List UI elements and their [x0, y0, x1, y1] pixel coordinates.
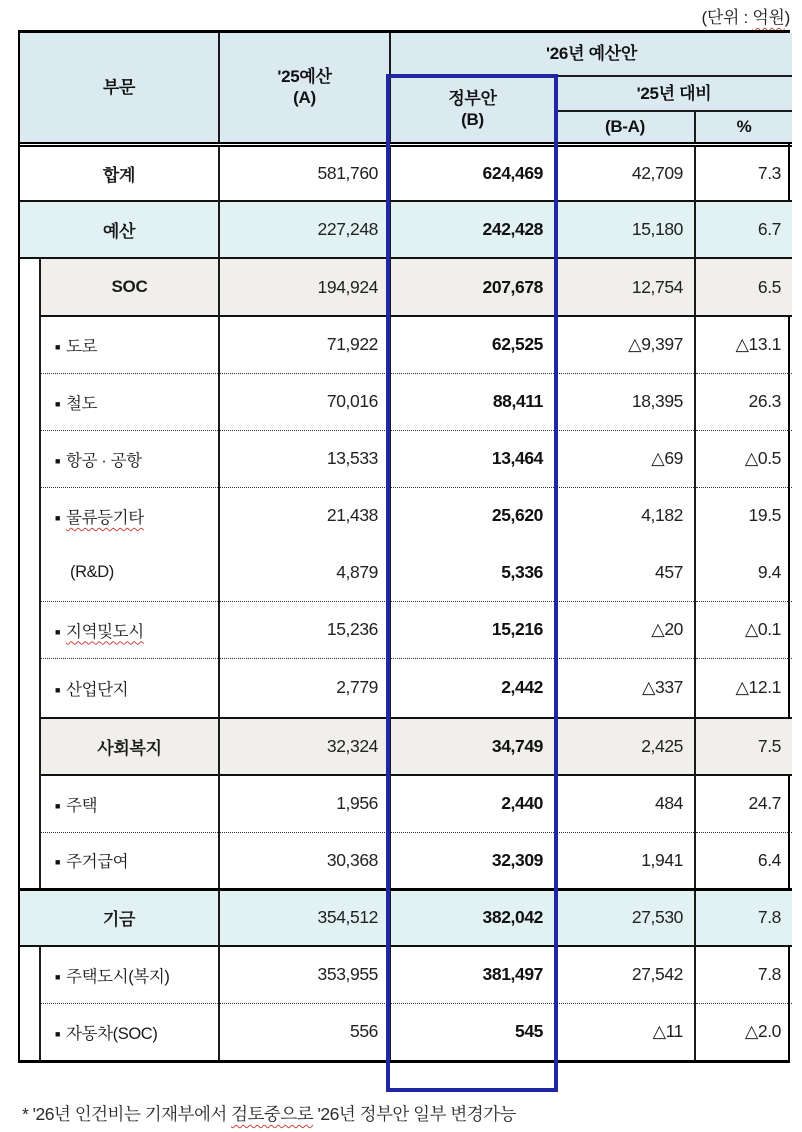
pct-cell: 6.5 — [695, 258, 792, 316]
sector-cell: 사회복지 — [40, 718, 219, 775]
diff-cell: 484 — [555, 775, 695, 832]
pct-cell: 6.4 — [695, 832, 792, 889]
table-row — [20, 544, 792, 601]
gov-plan-cell: 624,469 — [390, 144, 555, 201]
budget25-cell: 354,512 — [219, 889, 390, 946]
diff-cell: 27,530 — [555, 889, 695, 946]
diff-cell: 4,182 — [555, 487, 695, 544]
pct-cell: 7.8 — [695, 889, 792, 946]
budget25-cell: 21,438 — [219, 487, 390, 544]
table-row — [20, 1003, 792, 1060]
sector-cell: SOC — [40, 258, 219, 316]
footnote-underlined: 검토중으로 — [231, 1104, 314, 1124]
sector-label: 물류등기타 — [66, 508, 144, 527]
budget25-cell: 4,879 — [219, 544, 390, 601]
diff-cell: 27,542 — [555, 946, 695, 1003]
budget25-cell: 70,016 — [219, 373, 390, 430]
table-row — [20, 775, 792, 832]
sector-cell — [40, 316, 219, 373]
gov-plan-cell: 2,440 — [390, 775, 555, 832]
indent-cell — [20, 946, 40, 1060]
pct-cell: △13.1 — [695, 316, 792, 373]
pct-cell: 7.3 — [695, 144, 792, 201]
pct-cell: △2.0 — [695, 1003, 792, 1060]
header-gov-line1: 정부안 — [448, 89, 497, 108]
gov-plan-cell: 34,749 — [390, 718, 555, 775]
sector-label: 주택도시(복지) — [66, 967, 170, 986]
bullet-icon: ■ — [55, 455, 61, 466]
pct-cell: 24.7 — [695, 775, 792, 832]
budget25-cell: 13,533 — [219, 430, 390, 487]
budget25-cell: 71,922 — [219, 316, 390, 373]
gov-plan-cell: 32,309 — [390, 832, 555, 889]
diff-cell: 42,709 — [555, 144, 695, 201]
gov-plan-cell: 15,216 — [390, 601, 555, 658]
sector-label: 지역및도시 — [66, 622, 144, 641]
bullet-icon: ■ — [55, 800, 61, 811]
pct-cell: △0.5 — [695, 430, 792, 487]
gov-plan-cell: 13,464 — [390, 430, 555, 487]
table-row — [20, 718, 792, 775]
gov-plan-cell: 381,497 — [390, 946, 555, 1003]
diff-cell: △20 — [555, 601, 695, 658]
footnote — [22, 1101, 516, 1126]
header-pct: % — [695, 111, 792, 144]
footnote-prefix: * '26년 인건비는 기재부에서 — [22, 1104, 232, 1124]
sector-cell — [40, 430, 219, 487]
budget25-cell: 15,236 — [219, 601, 390, 658]
budget25-cell: 32,324 — [219, 718, 390, 775]
sector-cell — [40, 373, 219, 430]
pct-cell: △12.1 — [695, 658, 792, 718]
table-header — [20, 33, 792, 144]
sector-label: 주거급여 — [66, 853, 129, 871]
header-sector: 부문 — [20, 33, 219, 144]
table-row — [20, 201, 792, 258]
budget25-cell: 581,760 — [219, 144, 390, 201]
sector-cell — [40, 832, 219, 889]
sector-cell — [40, 658, 219, 718]
header-diff: (B-A) — [555, 111, 695, 144]
diff-cell: 18,395 — [555, 373, 695, 430]
sector-cell: 기금 — [20, 889, 219, 946]
sector-cell: (R&D) — [40, 544, 219, 601]
bullet-icon: ■ — [55, 1028, 61, 1039]
gov-plan-cell: 545 — [390, 1003, 555, 1060]
budget25-cell: 1,956 — [219, 775, 390, 832]
budget25-cell: 556 — [219, 1003, 390, 1060]
sector-cell: 합계 — [102, 165, 136, 185]
diff-cell: △337 — [555, 658, 695, 718]
header-gov-plan — [390, 76, 555, 144]
table-row — [20, 430, 792, 487]
header-budget25 — [219, 33, 390, 144]
sector-cell — [40, 775, 219, 832]
sector-cell — [40, 1003, 219, 1060]
unit-note-underlined: 억원 — [752, 8, 785, 27]
header-plan26: '26년 예산안 — [390, 33, 792, 76]
budget25-cell: 2,779 — [219, 658, 390, 718]
pct-cell: 6.7 — [695, 201, 792, 258]
bullet-icon: ■ — [55, 512, 61, 523]
header-gov-line2: (B) — [461, 110, 484, 130]
diff-cell: 15,180 — [555, 201, 695, 258]
bullet-icon: ■ — [55, 341, 61, 352]
pct-cell: 9.4 — [695, 544, 792, 601]
table-row — [20, 889, 792, 946]
sector-label: 도로 — [66, 337, 98, 356]
pct-cell: △0.1 — [695, 601, 792, 658]
pct-cell: 26.3 — [695, 373, 792, 430]
sector-label: 자동차(SOC) — [66, 1024, 158, 1043]
sector-cell — [40, 601, 219, 658]
gov-plan-cell: 62,525 — [390, 316, 555, 373]
gov-plan-cell: 5,336 — [390, 544, 555, 601]
sector-cell — [40, 487, 219, 544]
bullet-icon: ■ — [55, 398, 61, 409]
diff-cell: △9,397 — [555, 316, 695, 373]
gov-plan-cell: 382,042 — [390, 889, 555, 946]
diff-cell: △69 — [555, 430, 695, 487]
bullet-icon: ■ — [55, 857, 61, 867]
table-row — [20, 658, 792, 718]
sector-cell: 예산 — [20, 201, 219, 258]
gov-plan-cell: 242,428 — [390, 201, 555, 258]
table-row — [20, 946, 792, 1003]
table-row — [20, 258, 792, 316]
diff-cell: 12,754 — [555, 258, 695, 316]
gov-plan-cell: 207,678 — [390, 258, 555, 316]
gov-plan-cell: 25,620 — [390, 487, 555, 544]
budget25-cell: 353,955 — [219, 946, 390, 1003]
table-row — [20, 832, 792, 889]
sector-label: 산업단지 — [66, 680, 129, 699]
gov-plan-cell: 2,442 — [390, 658, 555, 718]
table-row — [20, 316, 792, 373]
bullet-icon: ■ — [55, 684, 61, 695]
gov-plan-cell: 88,411 — [390, 373, 555, 430]
footnote-suffix: '26년 정부안 일부 변경가능 — [313, 1104, 516, 1124]
unit-note — [702, 3, 791, 28]
header-budget25-line2: (A) — [293, 88, 316, 108]
sector-label: 주택 — [66, 796, 98, 815]
bullet-icon: ■ — [55, 626, 61, 637]
bullet-icon: ■ — [55, 971, 61, 982]
budget25-cell: 227,248 — [219, 201, 390, 258]
budget25-cell: 194,924 — [219, 258, 390, 316]
pct-cell: 7.5 — [695, 718, 792, 775]
diff-cell: 1,941 — [555, 832, 695, 889]
diff-cell: 457 — [555, 544, 695, 601]
budget-table-wrapper — [18, 30, 790, 1063]
sector-label: 항공 · 공항 — [66, 451, 142, 470]
indent-cell — [20, 258, 40, 889]
unit-note-prefix: (단위 : — [701, 8, 753, 27]
diff-cell: △11 — [555, 1003, 695, 1060]
header-budget25-line1: '25예산 — [277, 67, 332, 86]
sector-label: 철도 — [66, 394, 98, 413]
diff-cell: 2,425 — [555, 718, 695, 775]
sector-cell — [40, 946, 219, 1003]
unit-note-suffix: ) — [784, 8, 790, 27]
table-row — [20, 487, 792, 544]
pct-cell: 19.5 — [695, 487, 792, 544]
header-vs25: '25년 대비 — [555, 76, 792, 111]
budget-table — [20, 33, 792, 1060]
pct-cell: 7.8 — [695, 946, 792, 1003]
table-row — [20, 144, 792, 201]
table-row — [20, 601, 792, 658]
budget25-cell: 30,368 — [219, 832, 390, 889]
table-row — [20, 373, 792, 430]
